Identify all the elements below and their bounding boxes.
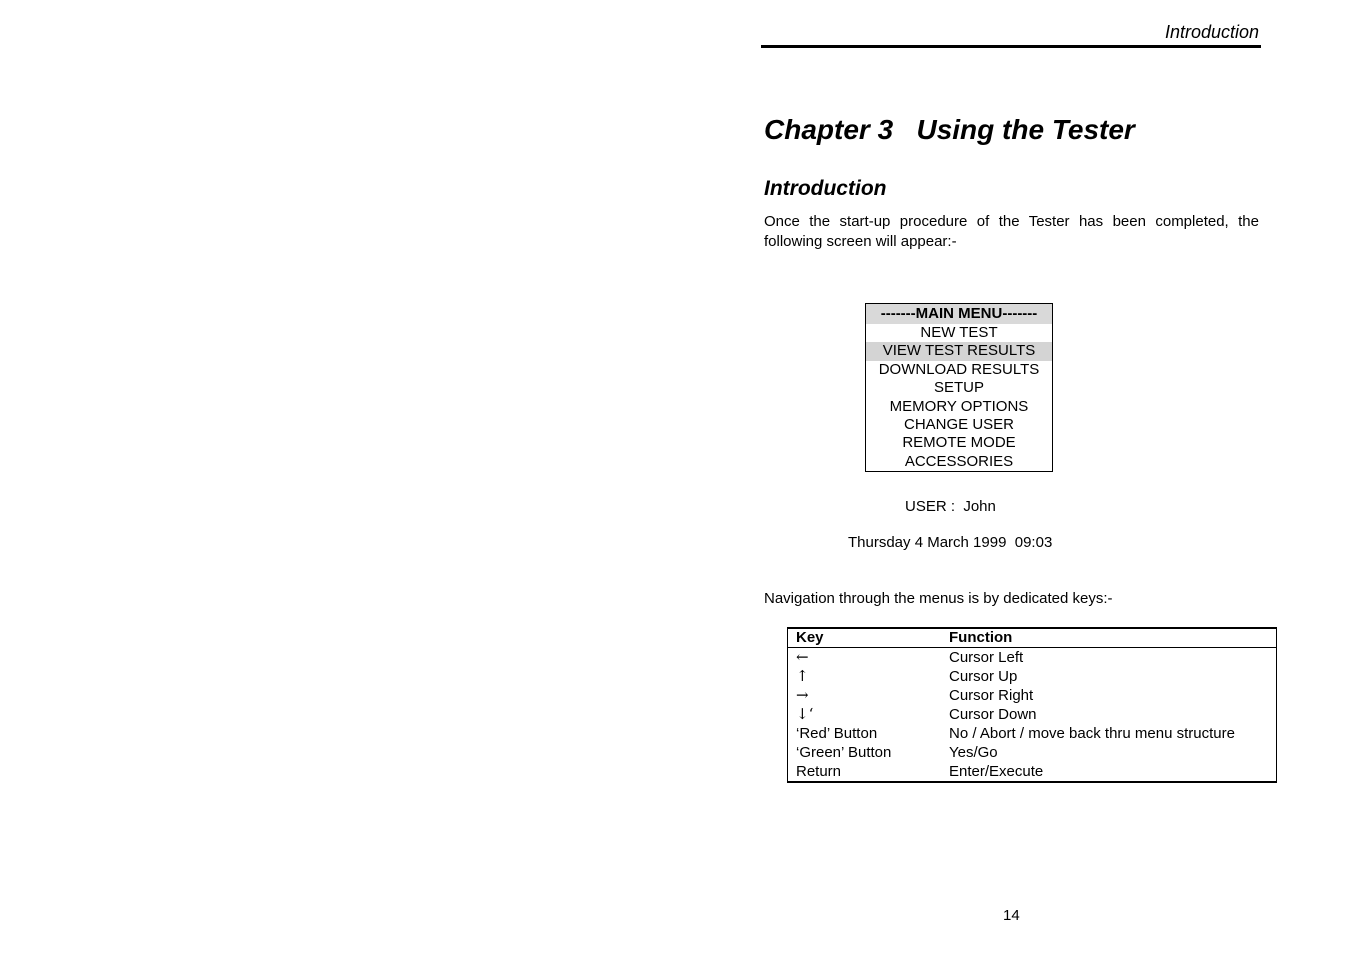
table-row (788, 686, 1277, 705)
table-row (788, 724, 1277, 743)
date-time-line: Thursday 4 March 1999 09:03 (848, 534, 1053, 551)
table-row (788, 667, 1277, 686)
table-row (788, 705, 1277, 724)
key-cell: ‘Green’ Button (796, 744, 892, 761)
chapter-title: Chapter 3 Using the Tester (764, 114, 1135, 145)
function-cell: Cursor Right (949, 687, 1034, 704)
menu-item-accessories: ACCESSORIES (904, 452, 1014, 470)
table-row (788, 743, 1277, 762)
key-function-table (787, 627, 1277, 783)
table-header-row (788, 628, 1277, 648)
key-cell: ← (796, 648, 809, 666)
table-row (788, 762, 1277, 782)
menu-item-change-user: CHANGE USER (903, 415, 1015, 433)
function-cell: Yes/Go (949, 744, 998, 761)
navigation-intro: Navigation through the menus is by dedicated keys:- (764, 590, 1113, 607)
function-cell: Enter/Execute (949, 763, 1044, 780)
table-row (788, 648, 1277, 668)
key-cell: Return (796, 763, 842, 780)
menu-item-download-results: DOWNLOAD RESULTS (878, 360, 1040, 378)
column-header-key: Key (788, 628, 942, 648)
main-menu-title: -------MAIN MENU------- (866, 304, 1052, 324)
user-line: USER : John (905, 498, 996, 515)
menu-item-memory-options: MEMORY OPTIONS (889, 397, 1029, 415)
menu-item-setup: SETUP (933, 379, 984, 397)
key-cell: ↓‘ (796, 705, 814, 723)
running-header: Introduction (1164, 22, 1259, 42)
page-number: 14 (1003, 907, 1020, 924)
menu-item-view-test-results: VIEW TEST RESULTS (866, 342, 1052, 360)
function-cell: Cursor Down (949, 706, 1037, 723)
main-menu-screen (865, 303, 1053, 472)
header-rule (761, 45, 1261, 48)
key-cell: ↑ (796, 667, 809, 685)
column-header-function: Function (941, 628, 1277, 648)
function-cell: No / Abort / move back thru menu structure (949, 725, 1235, 742)
intro-paragraph: Once the start-up procedure of the Tester has been completed, the following screen will appear:- (764, 213, 1259, 250)
manual-page (761, 0, 1281, 954)
key-cell: → (796, 686, 809, 704)
function-cell: Cursor Left (949, 649, 1024, 666)
key-cell: ‘Red’ Button (796, 725, 878, 742)
menu-item-remote-mode: REMOTE MODE (902, 434, 1016, 452)
section-title: Introduction (764, 177, 887, 200)
function-cell: Cursor Up (949, 668, 1018, 685)
menu-item-new-test: NEW TEST (920, 324, 998, 341)
